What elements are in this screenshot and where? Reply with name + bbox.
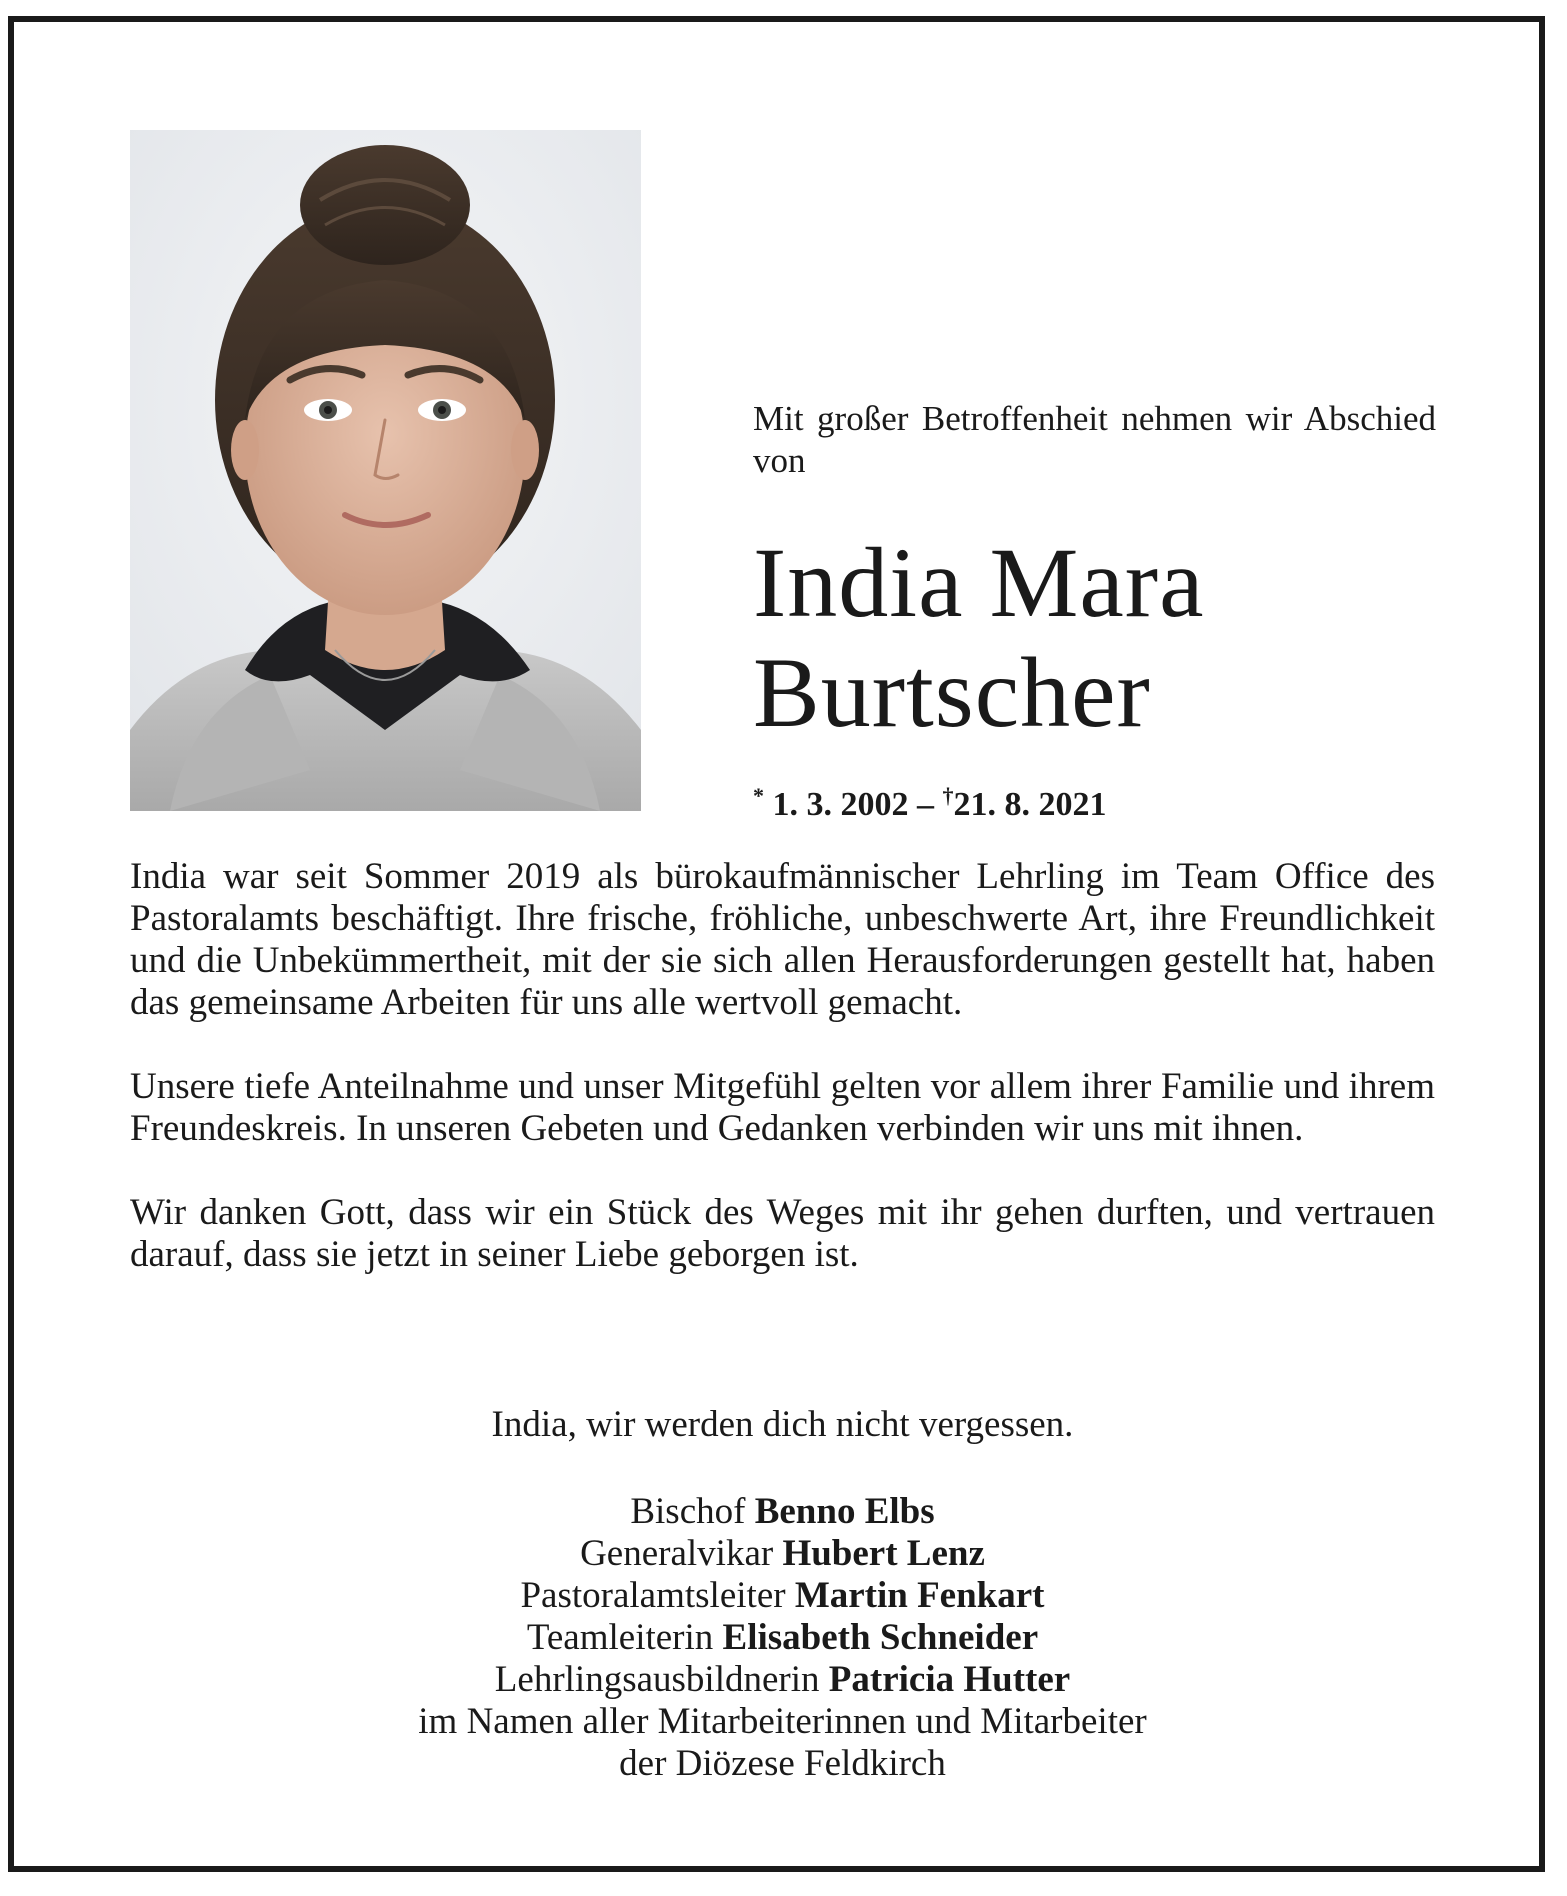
- body-paragraph: Wir danken Gott, dass wir ein Stück des Weges mit ihr gehen durften, und vertrauen darauf, dass sie jetzt in seiner Liebe geborgen ist.: [130, 1192, 1435, 1275]
- deceased-name-line-1: India Mara: [753, 527, 1205, 638]
- deceased-name-line-2: Burtscher: [753, 637, 1151, 748]
- signature-line: [130, 1575, 1435, 1617]
- signature-line: [130, 1533, 1435, 1575]
- intro-text: Mit großer Betroffenheit nehmen wir Abschied von: [753, 399, 1436, 480]
- death-date: 21. 8. 2021: [953, 786, 1107, 823]
- birth-date: 1. 3. 2002: [772, 786, 909, 823]
- signature-name: Benno Elbs: [754, 1491, 935, 1532]
- signature-name: Hubert Lenz: [782, 1533, 985, 1574]
- deceased-name: [753, 528, 1453, 748]
- signature-line: [130, 1659, 1435, 1701]
- signature-name: Patricia Hutter: [828, 1659, 1071, 1700]
- birth-star-icon: *: [753, 783, 764, 808]
- signature-block: [130, 1491, 1435, 1785]
- signature-line: [130, 1491, 1435, 1533]
- signature-title: Lehrlingsausbildnerin: [494, 1659, 820, 1700]
- date-separator: –: [917, 786, 934, 823]
- signature-line: [130, 1617, 1435, 1659]
- footer-line: im Namen aller Mitarbeiterinnen und Mitarbeiter: [418, 1701, 1147, 1742]
- death-cross-icon: †: [942, 783, 954, 808]
- signature-title: Teamleiterin: [526, 1617, 714, 1658]
- body-paragraph: Unsere tiefe Anteilnahme und unser Mitgefühl gelten vor allem ihrer Familie und ihrem Freundeskreis. In unseren Gebeten und Gedanken verbinden wir uns mit ihnen.: [130, 1066, 1435, 1149]
- footer-line: der Diözese Feldkirch: [619, 1743, 946, 1784]
- closing-line: India, wir werden dich nicht vergessen.: [491, 1404, 1074, 1445]
- body-paragraph: India war seit Sommer 2019 als bürokaufmännischer Lehrling im Team Office des Pastoralamts beschäftigt. Ihre frische, fröhliche, unbeschwerte Art, ihre Freundlichkeit und die Unbekümmertheit, mit der sie sich allen Herausforderungen gestellt hat, haben das gemeinsame Arbeiten für uns alle wertvoll gemacht.: [130, 856, 1435, 1023]
- signature-name: Elisabeth Schneider: [722, 1617, 1039, 1658]
- signature-title: Bischof: [630, 1491, 746, 1532]
- signature-title: Pastoralamtsleiter: [520, 1575, 786, 1616]
- signature-name: Martin Fenkart: [794, 1575, 1045, 1616]
- signature-title: Generalvikar: [580, 1533, 774, 1574]
- obituary-body: [130, 856, 1435, 1318]
- portrait-photo: [130, 130, 641, 811]
- life-dates: [753, 774, 1353, 827]
